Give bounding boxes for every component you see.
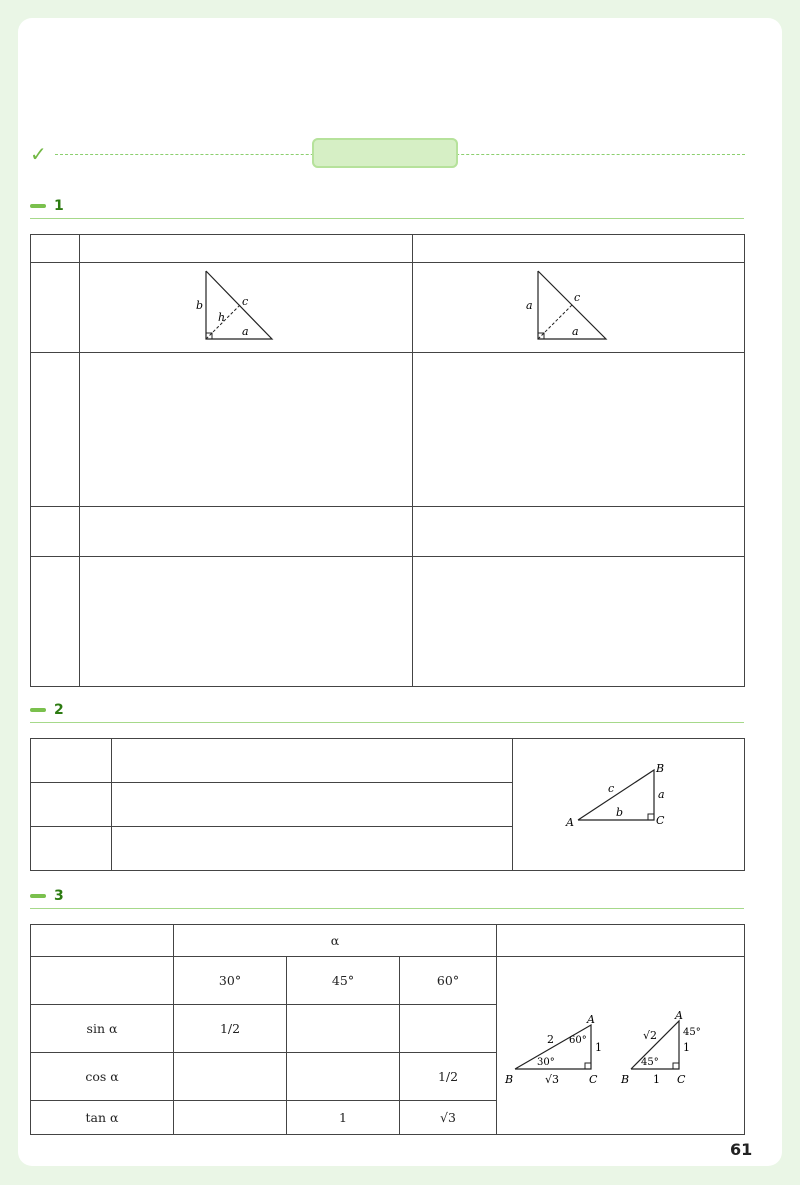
special-triangles-cell bbox=[497, 957, 745, 1135]
svg-text:C: C bbox=[588, 1073, 597, 1086]
check-icon: ✓ bbox=[30, 142, 47, 166]
svg-text:b: b bbox=[615, 806, 623, 819]
svg-text:B: B bbox=[620, 1073, 629, 1086]
angle-col: 45° bbox=[287, 957, 400, 1005]
svg-text:B: B bbox=[655, 762, 664, 775]
isosceles-triangle-diagram bbox=[518, 265, 638, 347]
row-area-label bbox=[31, 507, 80, 557]
trig-value-cell bbox=[174, 1053, 287, 1101]
section-banner bbox=[312, 138, 458, 168]
trig-row-label: cos α bbox=[31, 1053, 174, 1101]
svg-text:C: C bbox=[676, 1073, 685, 1086]
trig-value-cell: 1/2 bbox=[174, 1005, 287, 1053]
table-properties bbox=[30, 234, 745, 687]
svg-text:2: 2 bbox=[546, 1033, 554, 1046]
section-underline bbox=[30, 218, 744, 219]
area-right-triangle bbox=[80, 507, 413, 557]
trig-label bbox=[31, 827, 112, 871]
judge-isosceles bbox=[412, 557, 745, 687]
svg-text:A: A bbox=[586, 1013, 595, 1026]
figure-header bbox=[497, 925, 745, 957]
col-isosceles-right-triangle bbox=[412, 235, 745, 263]
judge-right-triangle bbox=[80, 557, 413, 687]
alpha-header: α bbox=[174, 925, 497, 957]
svg-text:45°: 45° bbox=[682, 1027, 701, 1038]
section-3-header bbox=[30, 886, 744, 906]
trig-value-cell: √3 bbox=[400, 1101, 497, 1135]
svg-text:60°: 60° bbox=[568, 1035, 587, 1046]
svg-text:1: 1 bbox=[652, 1073, 660, 1086]
trig-figure-cell bbox=[513, 739, 745, 871]
angle-col: 60° bbox=[400, 957, 497, 1005]
property-right-triangle bbox=[80, 353, 413, 507]
trig-label bbox=[31, 739, 112, 783]
row-property-label bbox=[31, 353, 80, 507]
figure-isosceles-right-triangle bbox=[412, 263, 745, 353]
figure-right-triangle bbox=[80, 263, 413, 353]
property-isosceles bbox=[412, 353, 745, 507]
trig-value-cell: 1/2 bbox=[400, 1053, 497, 1101]
svg-text:c: c bbox=[241, 295, 248, 308]
trig-definition bbox=[112, 739, 513, 783]
angle-col: 30° bbox=[174, 957, 287, 1005]
svg-text:a: a bbox=[241, 325, 249, 338]
svg-text:a: a bbox=[526, 299, 533, 312]
special-triangles-diagram bbox=[501, 999, 741, 1089]
trig-value-cell bbox=[287, 1053, 400, 1101]
svg-text:√2: √2 bbox=[642, 1029, 657, 1042]
svg-text:a: a bbox=[657, 788, 665, 801]
section-num: 1 bbox=[54, 198, 64, 214]
svg-text:b: b bbox=[195, 299, 203, 312]
col-right-triangle bbox=[80, 235, 413, 263]
trig-triangle-diagram bbox=[564, 762, 694, 832]
table-trig-ratios bbox=[30, 738, 745, 871]
section-1-header bbox=[30, 196, 744, 216]
trig-value-cell: 1 bbox=[287, 1101, 400, 1135]
svg-text:1: 1 bbox=[682, 1041, 690, 1054]
trig-row-label: sin α bbox=[31, 1005, 174, 1053]
svg-text:√3: √3 bbox=[544, 1073, 559, 1086]
trig-value-cell bbox=[400, 1005, 497, 1053]
trig-value-cell bbox=[287, 1005, 400, 1053]
row-judge-label bbox=[31, 557, 80, 687]
table-special-values bbox=[30, 924, 745, 1135]
section-tag bbox=[30, 204, 46, 208]
trig-label bbox=[31, 783, 112, 827]
svg-text:a: a bbox=[572, 325, 579, 338]
svg-text:h: h bbox=[217, 311, 225, 324]
page-number: 61 bbox=[730, 1140, 753, 1159]
svg-text:1: 1 bbox=[594, 1041, 602, 1054]
section-2-header bbox=[30, 700, 744, 720]
table-corner bbox=[31, 235, 80, 263]
svg-text:B: B bbox=[504, 1073, 513, 1086]
area-isosceles bbox=[412, 507, 745, 557]
svg-text:30°: 30° bbox=[536, 1057, 555, 1068]
trig-value-cell bbox=[174, 1101, 287, 1135]
section-num: 2 bbox=[54, 702, 64, 718]
svg-text:A: A bbox=[674, 1009, 683, 1022]
svg-text:c: c bbox=[607, 782, 614, 795]
svg-text:A: A bbox=[565, 816, 574, 829]
section-num: 3 bbox=[54, 888, 64, 904]
row-figure-label bbox=[31, 263, 80, 353]
svg-text:c: c bbox=[574, 291, 581, 304]
section-tag bbox=[30, 894, 46, 898]
svg-text:C: C bbox=[655, 814, 664, 827]
trig-definition bbox=[112, 827, 513, 871]
section-underline bbox=[30, 722, 744, 723]
section-tag bbox=[30, 708, 46, 712]
section-underline bbox=[30, 908, 744, 909]
trig-function-label bbox=[31, 957, 174, 1005]
table3-corner bbox=[31, 925, 174, 957]
right-triangle-diagram bbox=[186, 265, 306, 347]
trig-row-label: tan α bbox=[31, 1101, 174, 1135]
svg-text:45°: 45° bbox=[640, 1057, 659, 1068]
trig-definition bbox=[112, 783, 513, 827]
